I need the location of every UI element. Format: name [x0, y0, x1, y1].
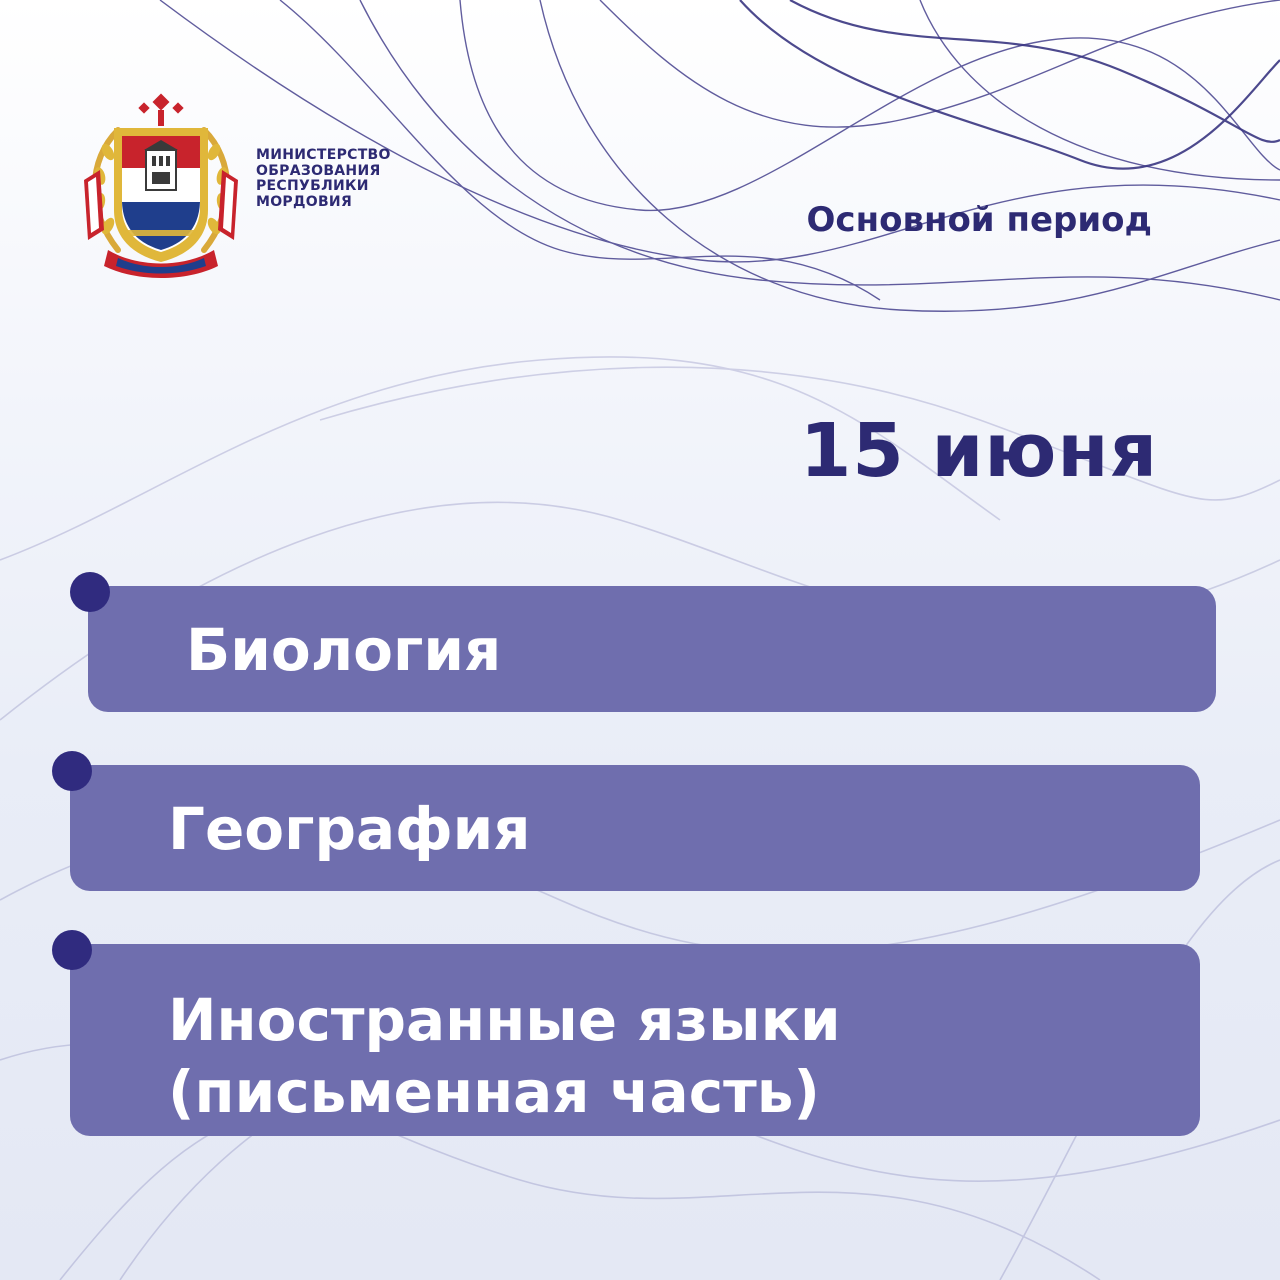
ministry-name-line: МОРДОВИЯ: [256, 193, 353, 210]
mordovia-coat-of-arms-icon: [78, 90, 244, 280]
subject-label-line1: Иностранные языки: [168, 986, 841, 1054]
ministry-name-line: ОБРАЗОВАНИЯ: [256, 162, 381, 179]
subject-label: Биология: [186, 616, 502, 684]
ministry-name: [256, 148, 426, 210]
bullet-dot: [52, 930, 92, 970]
subject-card-geography: [70, 765, 1200, 891]
bullet-dot: [52, 751, 92, 791]
subject-label-line2: (письменная часть): [168, 1058, 820, 1126]
subject-label: География: [168, 795, 531, 863]
bullet-dot: [70, 572, 110, 612]
period-title: Основной период: [806, 200, 1152, 240]
subject-card-foreign-languages: [70, 944, 1200, 1136]
ministry-name-line: РЕСПУБЛИКИ: [256, 178, 369, 194]
exam-date: 15 июня: [799, 408, 1158, 494]
ministry-name-line: МИНИСТЕРСТВО: [256, 147, 391, 163]
subject-card-biology: [88, 586, 1216, 712]
